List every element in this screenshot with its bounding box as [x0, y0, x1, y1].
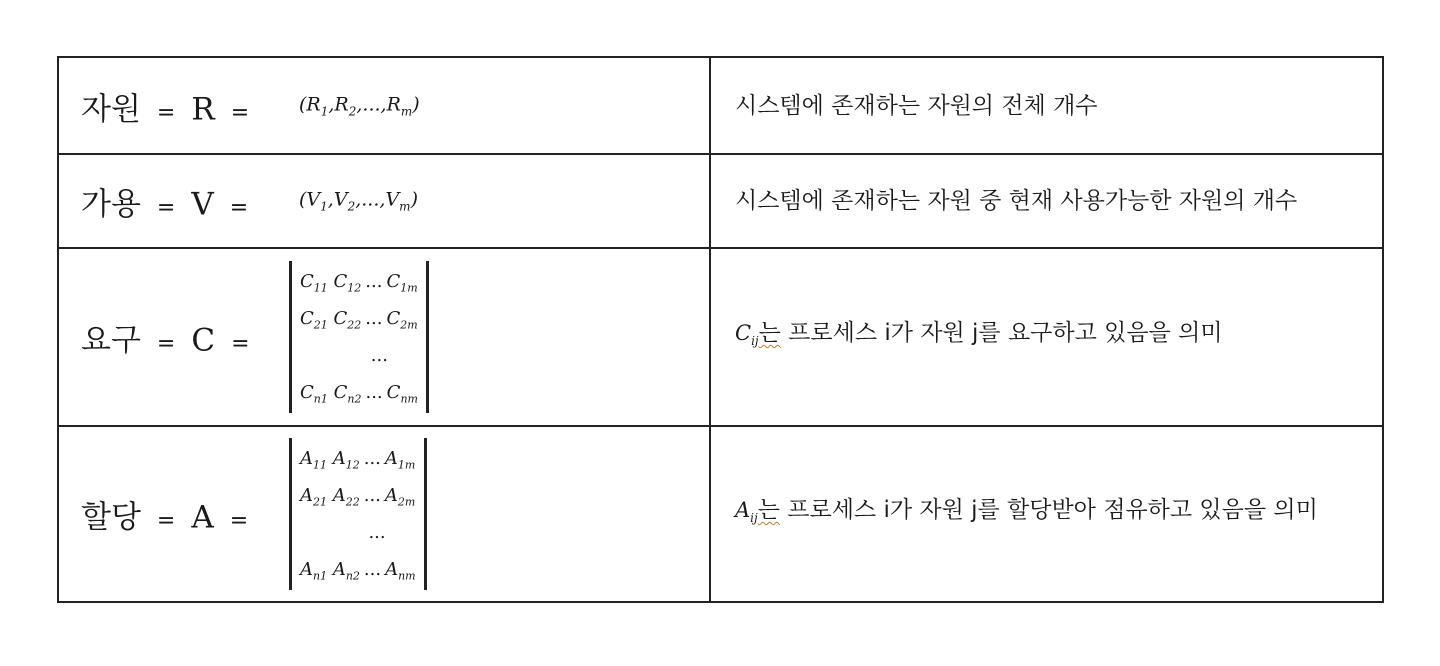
symbol-label: V	[191, 186, 214, 223]
term-label: 자원	[81, 91, 141, 127]
description-text: 프로세스 i가 자원 j를 요구하고 있음을 의미	[780, 319, 1223, 346]
description-text: 시스템에 존재하는 자원의 전체 개수	[735, 92, 1098, 119]
matrix-row: ...	[370, 345, 388, 366]
description-symbol: $C_{ij}$	[735, 320, 759, 349]
equals-sign: =	[156, 508, 176, 534]
allocation-matrix	[289, 438, 427, 590]
symbol-label: C	[191, 322, 216, 359]
table-row	[58, 426, 1383, 602]
matrix-row: $A_{21}$ $A_{22}$ ... $A_{2m}$	[300, 485, 416, 509]
matrix-row: $C_{n1}$ $C_{n2}$ ... $C_{nm}$	[300, 382, 418, 406]
symbol-label: R	[191, 91, 215, 127]
matrix-row: $A_{11}$ $A_{12}$ ... $A_{1m}$	[300, 448, 416, 472]
formula-lhs	[81, 492, 264, 537]
formula-cell	[58, 426, 710, 602]
equals-sign: =	[231, 331, 250, 357]
table-row	[58, 154, 1383, 248]
formula-cell	[58, 154, 710, 248]
term-label: 할당	[81, 499, 141, 536]
equals-sign: =	[229, 508, 249, 534]
matrix-row: $C_{21}$ $C_{22}$ ... $C_{2m}$	[300, 308, 418, 332]
symbol-label: A	[191, 499, 214, 536]
vector-expression: $(R_1,R_2,...,R_m)$	[299, 93, 420, 118]
equals-sign: =	[229, 195, 249, 221]
matrix-row: $C_{11}$ $C_{12}$ ... $C_{1m}$	[300, 271, 418, 295]
term-label: 가용	[81, 186, 141, 223]
description-text: 시스템에 존재하는 자원 중 현재 사용가능한 자원의 개수	[735, 188, 1298, 214]
resource-definition-table	[57, 56, 1384, 603]
spellcheck-underline: 는	[758, 319, 781, 346]
requirement-matrix	[289, 261, 429, 413]
description-text: 프로세스 i가 자원 j를 할당받아 점유하고 있음을 의미	[779, 496, 1318, 523]
term-label: 요구	[81, 322, 141, 359]
formula-cell	[58, 248, 710, 426]
equals-sign: =	[156, 331, 176, 357]
description-cell	[710, 248, 1383, 426]
formula-lhs	[81, 179, 264, 224]
equals-sign: =	[156, 100, 176, 125]
table-row	[58, 57, 1383, 154]
description-cell	[710, 154, 1383, 248]
equals-sign: =	[156, 195, 176, 221]
matrix-row: ...	[368, 522, 386, 543]
matrix-row: $A_{n1}$ $A_{n2}$ ... $A_{nm}$	[300, 559, 416, 583]
formula-lhs	[81, 315, 266, 360]
equals-sign: =	[230, 100, 250, 125]
table-row	[58, 248, 1383, 426]
vector-expression: $(V_1,V_2,...,V_m)$	[299, 188, 418, 214]
formula-lhs	[81, 83, 265, 128]
description-symbol: $A_{ij}$	[735, 497, 758, 526]
spellcheck-underline: 는	[757, 496, 780, 523]
formula-cell	[58, 57, 710, 154]
description-cell	[710, 57, 1383, 154]
description-cell	[710, 426, 1383, 602]
